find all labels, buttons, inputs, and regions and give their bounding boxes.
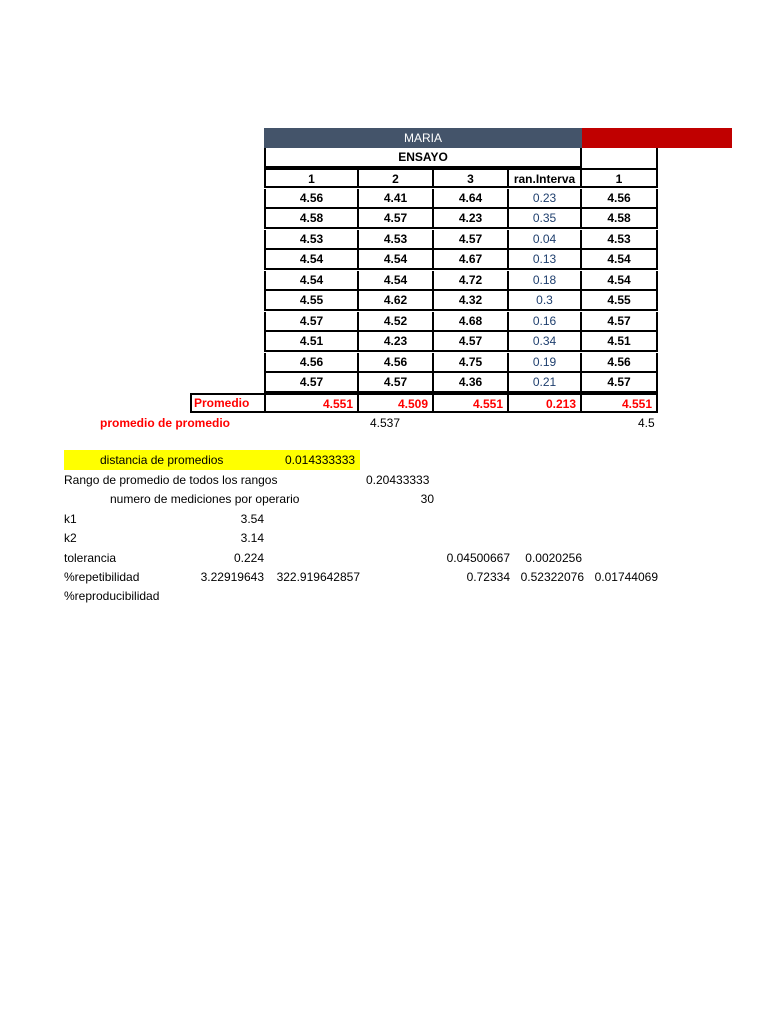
table-cell: 4.57 <box>434 230 509 250</box>
table-cell: 4.55 <box>582 291 658 311</box>
mediciones-value: 30 <box>420 492 434 506</box>
k2-value: 3.14 <box>240 531 264 545</box>
red-header-bar <box>582 128 732 148</box>
repetibilidad-label: %repetibilidad <box>64 570 140 584</box>
ensayo-header: ENSAYO <box>264 148 582 168</box>
table-cell: 4.54 <box>582 271 658 291</box>
table-cell: 4.51 <box>582 332 658 352</box>
column-header: 2 <box>359 168 434 188</box>
table-cell: 4.57 <box>434 332 509 352</box>
table-cell: 0.34 <box>509 332 582 352</box>
table-cell: 4.57 <box>582 312 658 332</box>
table-cell: 4.58 <box>264 209 359 229</box>
column-header: 1 <box>582 168 658 188</box>
repetibilidad-v2: 322.919642857 <box>276 570 360 584</box>
table-cell: 4.53 <box>264 230 359 250</box>
table-cell: 4.68 <box>434 312 509 332</box>
table-cell: 4.56 <box>264 189 359 209</box>
promedio-cell: 0.213 <box>509 393 582 413</box>
table-cell: 4.64 <box>434 189 509 209</box>
table-cell: 4.54 <box>359 250 434 270</box>
tolerancia-label: tolerancia <box>64 551 117 565</box>
promedio-cell: 4.551 <box>264 393 359 413</box>
table-cell: 0.21 <box>509 373 582 393</box>
table-cell: 4.32 <box>434 291 509 311</box>
table-cell: 4.56 <box>359 353 434 373</box>
rango-value: 0.20433333 <box>366 473 430 487</box>
table-cell: 4.62 <box>359 291 434 311</box>
repetibilidad-v5: 0.01744069 <box>594 570 658 584</box>
table-cell: 4.58 <box>582 209 658 229</box>
table-cell: 4.53 <box>582 230 658 250</box>
table-cell: 4.56 <box>582 353 658 373</box>
table-cell: 0.35 <box>509 209 582 229</box>
table-cell: 4.36 <box>434 373 509 393</box>
repetibilidad-v1: 3.22919643 <box>200 570 264 584</box>
mediciones-label: numero de mediciones por operario <box>110 492 300 506</box>
k2-label: k2 <box>64 531 77 545</box>
table-cell: 4.41 <box>359 189 434 209</box>
table-cell: 4.57 <box>582 373 658 393</box>
promedio-cell: 4.551 <box>434 393 509 413</box>
table-cell: 0.23 <box>509 189 582 209</box>
table-cell: 4.57 <box>264 373 359 393</box>
rango-label: Rango de promedio de todos los rangos <box>64 473 278 487</box>
tolerancia-value: 0.224 <box>233 551 264 565</box>
table-cell: 0.3 <box>509 291 582 311</box>
table-cell: 4.54 <box>582 250 658 270</box>
reproducibilidad-label: %reproducibilidad <box>64 589 160 603</box>
column-header: 3 <box>434 168 509 188</box>
table-cell: 4.72 <box>434 271 509 291</box>
distancia-value: 0.014333333 <box>285 453 356 467</box>
table-cell: 0.19 <box>509 353 582 373</box>
table-cell: 4.54 <box>264 271 359 291</box>
promedio-de-promedio-value2: 4.5 <box>638 416 655 430</box>
table-cell: 4.54 <box>264 250 359 270</box>
table-cell: 4.23 <box>434 209 509 229</box>
table-cell: 4.54 <box>359 271 434 291</box>
promedio-cell: 4.551 <box>582 393 658 413</box>
table-cell: 4.56 <box>582 189 658 209</box>
promedio-de-promedio-value: 4.537 <box>370 416 401 430</box>
ensayo-header-empty <box>582 148 658 168</box>
k1-value: 3.54 <box>240 512 264 526</box>
table-cell: 0.18 <box>509 271 582 291</box>
k1-label: k1 <box>64 512 77 526</box>
table-cell: 4.57 <box>359 209 434 229</box>
tolerancia-value3: 0.0020256 <box>525 551 582 565</box>
promedio-label: Promedio <box>190 393 264 413</box>
table-cell: 4.23 <box>359 332 434 352</box>
table-cell: 4.57 <box>264 312 359 332</box>
table-cell: 4.51 <box>264 332 359 352</box>
repetibilidad-v4: 0.52322076 <box>520 570 584 584</box>
table-cell: 0.04 <box>509 230 582 250</box>
promedio-de-promedio-label: promedio de promedio <box>100 416 231 430</box>
table-cell: 4.53 <box>359 230 434 250</box>
table-cell: 4.67 <box>434 250 509 270</box>
table-cell: 4.75 <box>434 353 509 373</box>
table-cell: 0.16 <box>509 312 582 332</box>
promedio-cell: 4.509 <box>359 393 434 413</box>
distancia-label: distancia de promedios <box>100 453 224 467</box>
tolerancia-value2: 0.04500667 <box>446 551 510 565</box>
table-cell: 4.56 <box>264 353 359 373</box>
table-cell: 4.55 <box>264 291 359 311</box>
table-cell: 0.13 <box>509 250 582 270</box>
column-header: ran.Interva <box>509 168 582 188</box>
column-header: 1 <box>264 168 359 188</box>
table-cell: 4.57 <box>359 373 434 393</box>
repetibilidad-v3: 0.72334 <box>466 570 510 584</box>
maria-header: MARIA <box>264 128 582 148</box>
table-cell: 4.52 <box>359 312 434 332</box>
